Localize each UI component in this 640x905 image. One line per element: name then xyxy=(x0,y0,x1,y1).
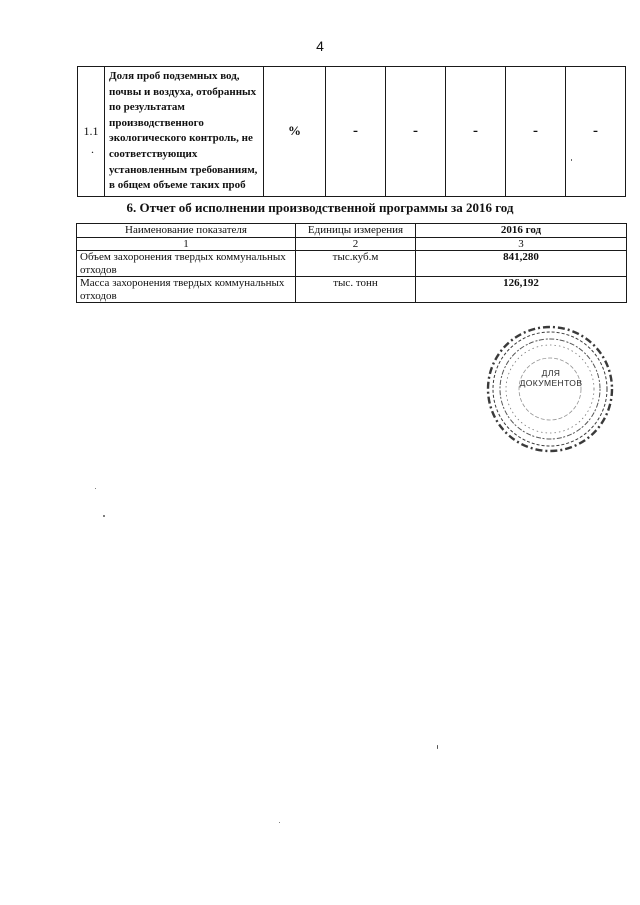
scan-speck xyxy=(95,488,96,489)
column-number: 2 xyxy=(296,237,416,251)
indicator-value: 126,192 xyxy=(416,277,627,303)
scan-speck xyxy=(437,745,438,749)
indicator-name: Масса захоронения твердых коммунальных отходов xyxy=(77,277,296,303)
indicator-unit: тыс.куб.м xyxy=(296,251,416,277)
indicator-description: Доля проб подземных вод, почвы и воздуха, отобранных по результатам производственного экологического контроль, не соответствующих установленным требованиям, в общем объеме таких проб xyxy=(105,67,264,197)
scan-speck xyxy=(103,515,105,517)
report-table xyxy=(76,223,627,303)
column-number: 3 xyxy=(416,237,627,251)
value-cell: - xyxy=(566,67,626,197)
value-cell: - xyxy=(386,67,446,197)
column-number: 1 xyxy=(77,237,296,251)
indicator-value: 841,280 xyxy=(416,251,627,277)
continuation-table xyxy=(77,66,626,197)
table-row xyxy=(77,251,627,277)
table-row xyxy=(77,277,627,303)
value-cell: - xyxy=(326,67,386,197)
column-number-row xyxy=(77,237,627,251)
indicator-name: Объем захоронения твердых коммунальных отходов xyxy=(77,251,296,277)
indicator-unit: тыс. тонн xyxy=(296,277,416,303)
column-header: Единицы измерения xyxy=(296,224,416,238)
scan-speck xyxy=(279,822,280,823)
value-cell: - xyxy=(506,67,566,197)
section-title: 6. Отчет об исполнении производственной программы за 2016 год xyxy=(126,200,514,215)
stamp-seal xyxy=(480,322,620,457)
stamp-text xyxy=(516,368,586,388)
stamp-line: ДЛЯ xyxy=(541,368,561,378)
column-header: 2016 год xyxy=(416,224,627,238)
table-row xyxy=(78,67,626,197)
row-number: 1.1 xyxy=(83,123,99,138)
scan-speck xyxy=(571,159,572,161)
row-number-dot: . xyxy=(91,142,94,156)
value-cell: - xyxy=(446,67,506,197)
page-number: 4 xyxy=(316,38,324,54)
table-header-row xyxy=(77,224,627,238)
indicator-unit: % xyxy=(264,67,326,197)
stamp-line: ДОКУМЕНТОВ xyxy=(519,378,583,388)
row-number-cell xyxy=(78,67,105,197)
column-header: Наименование показателя xyxy=(77,224,296,238)
